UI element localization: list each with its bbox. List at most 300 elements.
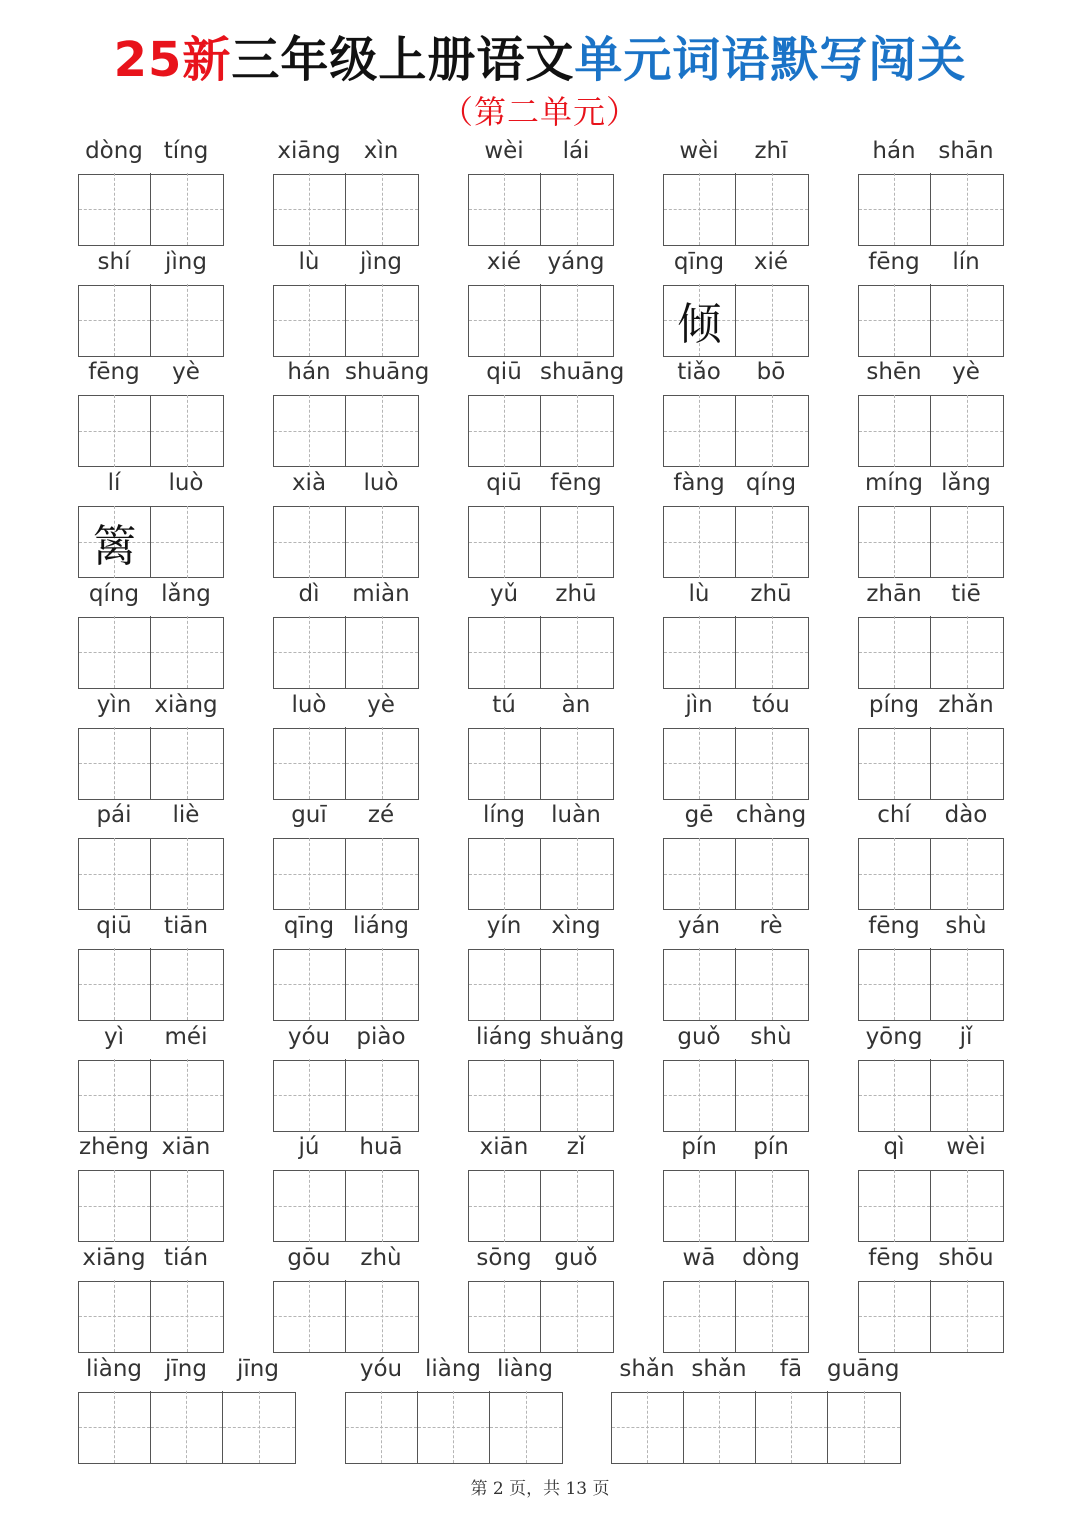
hint-character: [664, 395, 735, 467]
hint-character: [736, 948, 808, 1020]
pinyin-line: [858, 909, 1002, 947]
hint-character: [541, 173, 613, 245]
word-cell: [858, 577, 1002, 615]
pinyin-line: [78, 1352, 294, 1390]
pinyin-syllable: tíng: [163, 138, 209, 164]
word-cell: [858, 466, 1002, 504]
tianzige-box[interactable]: [346, 506, 418, 578]
tianzige-box[interactable]: [859, 1170, 931, 1242]
tianzige-box[interactable]: [346, 1170, 418, 1242]
pinyin-syllable: bō: [756, 359, 786, 386]
pinyin-syllable: lǎng: [161, 580, 211, 607]
tianzige-box[interactable]: [736, 1170, 808, 1242]
writing-boxes: [468, 838, 614, 910]
hint-character: [79, 1059, 150, 1131]
tianzige-box[interactable]: [346, 948, 418, 1020]
tianzige-box[interactable]: [274, 1280, 346, 1352]
tianzige-box[interactable]: [541, 1170, 613, 1242]
tianzige-box[interactable]: [79, 948, 151, 1020]
pinyin-syllable: pín: [753, 1134, 789, 1161]
tianzige-box[interactable]: [418, 1391, 490, 1463]
hint-character: [664, 948, 735, 1020]
pinyin-line: [78, 1241, 222, 1279]
hint-character: [151, 284, 223, 356]
tianzige-box[interactable]: [79, 1170, 151, 1242]
pinyin-line: [663, 134, 807, 172]
tianzige-box[interactable]: [756, 1391, 828, 1463]
tianzige-box[interactable]: [541, 1059, 613, 1131]
tianzige-box[interactable]: [736, 616, 808, 688]
tianzige-box[interactable]: [79, 506, 151, 578]
pinyin-line: [78, 577, 222, 615]
tianzige-box[interactable]: [151, 616, 223, 688]
tianzige-box[interactable]: [151, 1391, 223, 1463]
tianzige-box[interactable]: [346, 727, 418, 799]
pinyin-syllable: xiāng: [82, 1245, 146, 1271]
pinyin-syllable: fēng: [868, 248, 920, 275]
hint-character: [79, 1280, 150, 1352]
pinyin-syllable: rè: [759, 912, 783, 939]
hint-character: [931, 284, 1003, 356]
pinyin-syllable: yán: [677, 912, 721, 939]
word-cell: [345, 1352, 561, 1390]
tianzige-box[interactable]: [859, 727, 931, 799]
pinyin-syllable: líng: [483, 802, 525, 829]
hint-character: [274, 173, 345, 245]
tianzige-box[interactable]: [859, 838, 931, 910]
tianzige-box[interactable]: [664, 727, 736, 799]
tianzige-box[interactable]: [469, 395, 541, 467]
pinyin-line: [468, 1130, 612, 1168]
tianzige-box[interactable]: [541, 173, 613, 245]
word-cell: [663, 577, 807, 615]
pinyin-line: [663, 466, 807, 504]
pinyin-syllable: tiē: [951, 580, 981, 607]
tianzige-box[interactable]: [664, 395, 736, 467]
tianzige-box[interactable]: [79, 1059, 151, 1131]
pinyin-line: [468, 909, 612, 947]
pinyin-syllable: lù: [298, 248, 320, 275]
hint-character: [274, 1059, 345, 1131]
pinyin-line: [273, 688, 417, 726]
tianzige-box[interactable]: [736, 395, 808, 467]
tianzige-box[interactable]: [828, 1391, 900, 1463]
tianzige-box[interactable]: [346, 284, 418, 356]
writing-boxes: [858, 949, 1004, 1021]
tianzige-box[interactable]: [469, 1059, 541, 1131]
word-cell: [468, 1130, 612, 1168]
pinyin-line: [273, 909, 417, 947]
tianzige-box[interactable]: [79, 838, 151, 910]
title-part-grade-year: 25新: [113, 32, 232, 88]
writing-boxes: [468, 617, 614, 689]
pinyin-syllable: shù: [945, 912, 987, 939]
hint-character: [859, 727, 930, 799]
tianzige-box[interactable]: [274, 1170, 346, 1242]
pinyin-line: [273, 245, 417, 283]
pinyin-syllable: gē: [684, 802, 714, 829]
hint-character: [346, 838, 418, 910]
pinyin-line: [273, 798, 417, 836]
hint-character: [541, 616, 613, 688]
tianzige-box[interactable]: [859, 173, 931, 245]
tianzige-box[interactable]: [79, 727, 151, 799]
pinyin-syllable: fēng: [868, 1245, 920, 1271]
word-cell: [468, 355, 625, 393]
tianzige-box[interactable]: [469, 173, 541, 245]
tianzige-box[interactable]: [469, 284, 541, 356]
pinyin-syllable: zhān: [866, 580, 922, 607]
writing-boxes: [663, 506, 809, 578]
pinyin-line: [858, 1020, 1002, 1058]
hint-character: [859, 1170, 930, 1242]
page-footer: 第 2 页，共 13 页: [470, 1479, 610, 1499]
word-cell: [468, 134, 612, 172]
tianzige-box[interactable]: [541, 395, 613, 467]
hint-character: [151, 1059, 223, 1131]
tianzige-box[interactable]: [346, 1280, 418, 1352]
tianzige-box[interactable]: [469, 1280, 541, 1352]
tianzige-box[interactable]: [274, 838, 346, 910]
tianzige-box[interactable]: [664, 284, 736, 356]
tianzige-box[interactable]: [223, 1391, 295, 1463]
pinyin-syllable: huā: [359, 1134, 403, 1161]
word-cell: [468, 466, 612, 504]
word-cell: [273, 245, 417, 283]
tianzige-box[interactable]: [736, 284, 808, 356]
tianzige-box[interactable]: [274, 506, 346, 578]
hint-character: [612, 1391, 683, 1463]
tianzige-box[interactable]: [931, 284, 1003, 356]
tianzige-box[interactable]: [684, 1391, 756, 1463]
tianzige-box[interactable]: [859, 1059, 931, 1131]
tianzige-box[interactable]: [79, 1280, 151, 1352]
writing-boxes: [468, 1281, 614, 1353]
pinyin-syllable: fēng: [88, 359, 140, 386]
pinyin-line: [858, 577, 1002, 615]
pinyin-syllable: yìn: [96, 691, 132, 718]
tianzige-box[interactable]: [859, 1280, 931, 1352]
pinyin-syllable: guī: [291, 802, 327, 829]
hint-character: [541, 838, 613, 910]
pinyin-syllable: shǎn: [619, 1355, 675, 1382]
hint-character: [664, 1059, 735, 1131]
hint-character: [79, 727, 150, 799]
tianzige-box[interactable]: [151, 948, 223, 1020]
pinyin-syllable: xiān: [161, 1134, 211, 1161]
writing-boxes: [468, 728, 614, 800]
word-cell: [663, 798, 807, 836]
tianzige-box[interactable]: [931, 395, 1003, 467]
tianzige-box[interactable]: [664, 838, 736, 910]
hint-character: [859, 616, 930, 688]
hint-character: [859, 1059, 930, 1131]
tianzige-box[interactable]: [664, 616, 736, 688]
hint-character: [736, 506, 808, 578]
pinyin-syllable: shuāng: [540, 359, 625, 386]
writing-boxes: [663, 617, 809, 689]
hint-character: [151, 395, 223, 467]
tianzige-box[interactable]: [931, 1280, 1003, 1352]
writing-boxes: [468, 506, 614, 578]
tianzige-box[interactable]: [151, 1059, 223, 1131]
word-cell: [468, 577, 612, 615]
hint-character: [859, 838, 930, 910]
word-cell: [78, 134, 222, 172]
tianzige-box[interactable]: [79, 173, 151, 245]
pinyin-line: [663, 1241, 807, 1279]
hint-character: [346, 395, 418, 467]
word-cell: [468, 798, 612, 836]
pinyin-line: [468, 798, 612, 836]
pinyin-syllable: wèi: [946, 1134, 986, 1161]
pinyin-syllable: xià: [291, 470, 327, 497]
tianzige-box[interactable]: [736, 173, 808, 245]
writing-boxes: [273, 617, 419, 689]
tianzige-box[interactable]: [151, 727, 223, 799]
writing-boxes: [273, 1170, 419, 1242]
tianzige-box[interactable]: [151, 1280, 223, 1352]
word-cell: [858, 909, 1002, 947]
hint-character: [274, 395, 345, 467]
word-cell: [273, 688, 417, 726]
tianzige-box[interactable]: [151, 838, 223, 910]
writing-boxes: [78, 949, 224, 1021]
hint-character: [684, 1391, 755, 1463]
pinyin-syllable: píng: [868, 691, 920, 718]
hint-character: [469, 506, 540, 578]
tianzige-box[interactable]: [346, 1059, 418, 1131]
tianzige-box[interactable]: [664, 1059, 736, 1131]
word-cell: [78, 466, 222, 572]
pinyin-syllable: zhū: [555, 580, 597, 607]
tianzige-box[interactable]: [931, 506, 1003, 578]
pinyin-line: [468, 1241, 612, 1279]
word-cell: [858, 355, 1002, 393]
tianzige-box[interactable]: [931, 616, 1003, 688]
word-cell: [78, 688, 222, 726]
tianzige-box[interactable]: [151, 284, 223, 356]
tianzige-box[interactable]: [859, 284, 931, 356]
tianzige-box[interactable]: [346, 395, 418, 467]
pinyin-syllable: zhǎn: [938, 691, 994, 718]
tianzige-box[interactable]: [274, 948, 346, 1020]
pinyin-syllable: yōng: [865, 1023, 923, 1050]
tianzige-box[interactable]: [736, 948, 808, 1020]
tianzige-box[interactable]: [469, 948, 541, 1020]
pinyin-line: [78, 134, 222, 172]
hint-character: [931, 616, 1003, 688]
pinyin-syllable: lí: [107, 470, 121, 497]
pinyin-syllable: dì: [298, 580, 320, 607]
tianzige-box[interactable]: [859, 395, 931, 467]
word-cell: [78, 798, 222, 836]
word-cell: [273, 1020, 417, 1058]
tianzige-box[interactable]: [469, 838, 541, 910]
tianzige-box[interactable]: [469, 1170, 541, 1242]
word-cell: [273, 355, 430, 393]
tianzige-box[interactable]: [541, 616, 613, 688]
pinyin-line: [663, 688, 807, 726]
pinyin-syllable: yín: [486, 912, 522, 939]
pinyin-syllable: dào: [944, 802, 988, 829]
tianzige-box[interactable]: [859, 616, 931, 688]
title-part-book: 三年级上册语文: [231, 32, 575, 88]
hint-character: [79, 1391, 150, 1463]
tianzige-box[interactable]: [151, 173, 223, 245]
tianzige-box[interactable]: [151, 1170, 223, 1242]
word-cell: [273, 466, 417, 504]
pinyin-syllable: yóu: [359, 1355, 403, 1382]
tianzige-box[interactable]: [274, 395, 346, 467]
hint-character: [490, 1391, 562, 1463]
pinyin-syllable: jìng: [165, 248, 207, 275]
hint-character: [541, 1059, 613, 1131]
pinyin-line: [78, 798, 222, 836]
word-cell: [78, 355, 222, 393]
tianzige-box[interactable]: [736, 506, 808, 578]
hint-character: [828, 1391, 900, 1463]
hint-character: [346, 616, 418, 688]
tianzige-box[interactable]: [541, 727, 613, 799]
tianzige-box[interactable]: [931, 173, 1003, 245]
tianzige-box[interactable]: [79, 1391, 151, 1463]
word-cell: [78, 1020, 222, 1058]
tianzige-box[interactable]: [79, 616, 151, 688]
hint-character: [736, 616, 808, 688]
pinyin-syllable: guāng: [827, 1355, 900, 1382]
hint-character: [79, 173, 150, 245]
hint-character: [859, 1280, 930, 1352]
pinyin-syllable: yáng: [547, 248, 605, 275]
pinyin-syllable: luò: [291, 691, 327, 718]
tianzige-box[interactable]: [931, 727, 1003, 799]
tianzige-box[interactable]: [346, 616, 418, 688]
tianzige-box[interactable]: [859, 506, 931, 578]
hint-character: [931, 727, 1003, 799]
tianzige-box[interactable]: [274, 727, 346, 799]
pinyin-line: [858, 134, 1002, 172]
tianzige-box[interactable]: [469, 616, 541, 688]
tianzige-box[interactable]: [664, 173, 736, 245]
pinyin-line: [273, 355, 430, 393]
pinyin-syllable: dòng: [85, 138, 143, 164]
tianzige-box[interactable]: [612, 1391, 684, 1463]
tianzige-box[interactable]: [346, 173, 418, 245]
pinyin-line: [663, 798, 807, 836]
pinyin-syllable: jīng: [237, 1355, 279, 1382]
tianzige-box[interactable]: [541, 838, 613, 910]
tianzige-box[interactable]: [346, 838, 418, 910]
tianzige-box[interactable]: [541, 506, 613, 578]
tianzige-box[interactable]: [541, 284, 613, 356]
tianzige-box[interactable]: [664, 948, 736, 1020]
tianzige-box[interactable]: [541, 948, 613, 1020]
tianzige-box[interactable]: [79, 284, 151, 356]
tianzige-box[interactable]: [469, 506, 541, 578]
pinyin-syllable: xié: [753, 248, 789, 275]
tianzige-box[interactable]: [931, 1170, 1003, 1242]
tianzige-box[interactable]: [931, 948, 1003, 1020]
writing-boxes: [468, 1170, 614, 1242]
pinyin-line: [468, 577, 612, 615]
pinyin-syllable: qíng: [88, 580, 140, 607]
pinyin-line: [858, 245, 1002, 283]
tianzige-box[interactable]: [274, 1059, 346, 1131]
tianzige-box[interactable]: [931, 1059, 1003, 1131]
writing-boxes: [858, 617, 1004, 689]
tianzige-box[interactable]: [736, 1280, 808, 1352]
tianzige-box[interactable]: [274, 173, 346, 245]
tianzige-box[interactable]: [664, 506, 736, 578]
hint-character: [274, 727, 345, 799]
pinyin-syllable: àn: [561, 691, 591, 718]
hint-character: [736, 1059, 808, 1131]
pinyin-line: [468, 245, 612, 283]
hint-character: [664, 616, 735, 688]
pinyin-syllable: piào: [356, 1023, 406, 1050]
pinyin-line: [663, 909, 807, 947]
tianzige-box[interactable]: [931, 838, 1003, 910]
hint-character: [469, 838, 540, 910]
writing-boxes: [78, 395, 224, 467]
pinyin-line: [663, 577, 807, 615]
pinyin-line: [78, 466, 222, 504]
tianzige-box[interactable]: [151, 506, 223, 578]
pinyin-syllable: shōu: [938, 1245, 994, 1271]
word-row: [0, 1020, 1080, 1131]
tianzige-box[interactable]: [859, 948, 931, 1020]
pinyin-syllable: tián: [163, 1245, 209, 1271]
word-row: [0, 1130, 1080, 1241]
hint-character: [151, 1391, 222, 1463]
pinyin-syllable: jìn: [685, 691, 713, 718]
word-cell: [663, 1130, 807, 1168]
pinyin-syllable: shuāng: [345, 359, 430, 386]
tianzige-box[interactable]: [664, 1170, 736, 1242]
hint-character: 倾: [677, 299, 722, 351]
hint-character: [931, 1170, 1003, 1242]
tianzige-box[interactable]: [151, 395, 223, 467]
tianzige-box[interactable]: [274, 616, 346, 688]
tianzige-box[interactable]: [736, 727, 808, 799]
tianzige-box[interactable]: [469, 727, 541, 799]
pinyin-syllable: fēng: [868, 912, 920, 939]
hint-character: [541, 1280, 613, 1352]
word-cell: [663, 245, 807, 351]
tianzige-box[interactable]: [736, 838, 808, 910]
tianzige-box[interactable]: [541, 1280, 613, 1352]
writing-boxes: [78, 506, 224, 578]
pinyin-syllable: qíng: [745, 470, 797, 497]
word-row: [0, 1241, 1080, 1352]
hint-character: [469, 173, 540, 245]
pinyin-syllable: lù: [688, 580, 710, 607]
pinyin-syllable: qiū: [486, 359, 522, 386]
tianzige-box[interactable]: [274, 284, 346, 356]
word-cell: [273, 134, 417, 172]
writing-boxes: [273, 506, 419, 578]
pinyin-line: [78, 1130, 222, 1168]
tianzige-box[interactable]: [490, 1391, 562, 1463]
hint-character: [418, 1391, 489, 1463]
tianzige-box[interactable]: [346, 1391, 418, 1463]
pinyin-syllable: lín: [952, 248, 980, 275]
tianzige-box[interactable]: [736, 1059, 808, 1131]
pinyin-syllable: xìn: [363, 138, 399, 164]
tianzige-box[interactable]: [79, 395, 151, 467]
tianzige-box[interactable]: [664, 1280, 736, 1352]
